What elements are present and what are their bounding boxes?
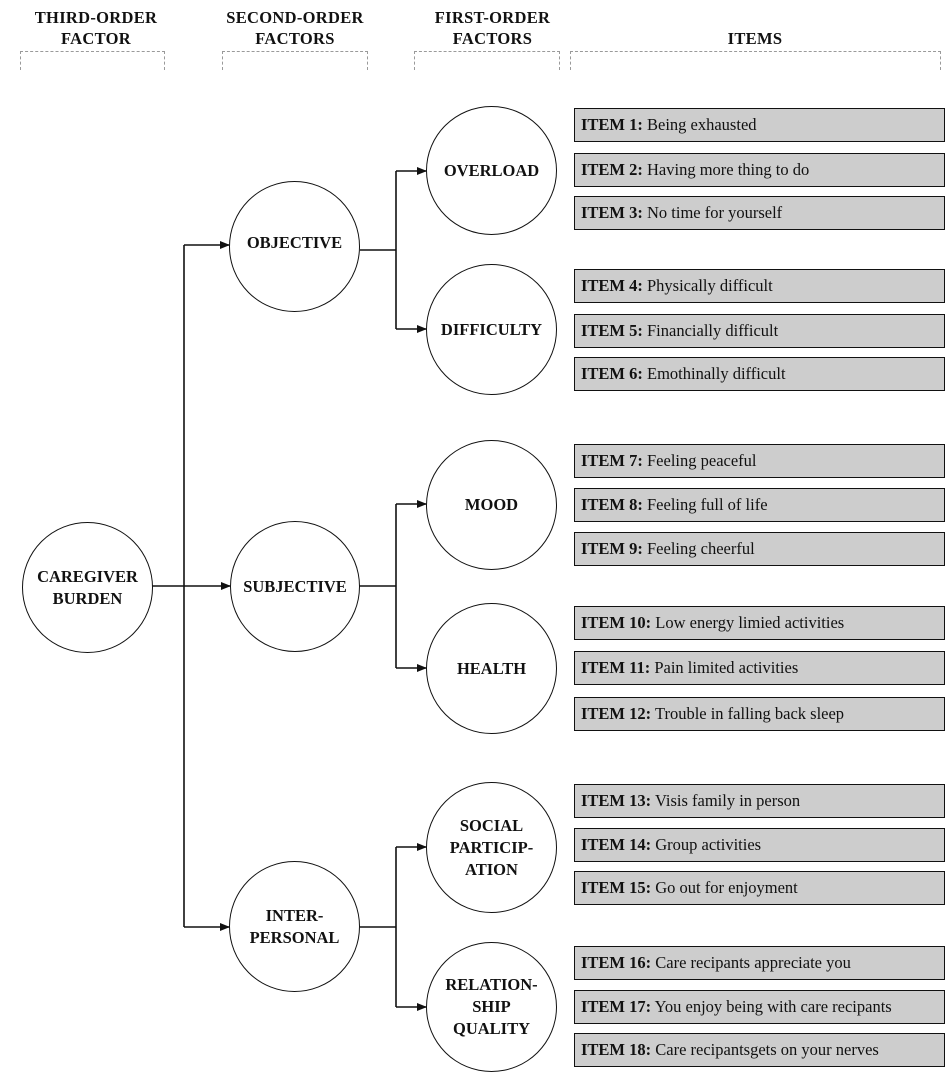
item-id: ITEM 17: — [581, 997, 652, 1016]
header-first-line1: FIRST-ORDER — [434, 8, 551, 27]
second-order-interpersonal — [229, 861, 360, 992]
third-order-label: CAREGIVER BURDEN — [37, 566, 138, 608]
item-id: ITEM 7: — [581, 451, 643, 470]
item-id: ITEM 11: — [581, 658, 651, 677]
header-first-line2: FACTORS — [452, 29, 533, 48]
item-id: ITEM 14: — [581, 835, 652, 854]
item-box — [574, 828, 945, 862]
item-id: ITEM 10: — [581, 613, 652, 632]
header-items — [570, 28, 940, 49]
item-box — [574, 1033, 945, 1067]
item-text: Care recipantsgets on your nerves — [651, 1040, 879, 1059]
item-text: Go out for enjoyment — [651, 878, 798, 897]
item-box — [574, 651, 945, 685]
first-order-overload — [426, 106, 557, 235]
header-third-line2: FACTOR — [61, 29, 131, 48]
item-box — [574, 269, 945, 303]
header-items-bracket — [570, 51, 941, 70]
item-text: Feeling full of life — [642, 495, 768, 514]
second-order-objective-label: OBJECTIVE — [246, 232, 343, 252]
item-box — [574, 314, 945, 348]
header-first-bracket — [414, 51, 560, 70]
header-first-order — [405, 7, 580, 49]
second-order-subjective-label: SUBJECTIVE — [243, 576, 347, 596]
third-order-caregiver-burden — [22, 522, 153, 653]
item-text: You enjoy being with care recipants — [651, 997, 892, 1016]
second-order-subjective — [230, 521, 360, 652]
item-text: Trouble in falling back sleep — [651, 704, 845, 723]
item-text: Financially difficult — [642, 321, 779, 340]
item-box — [574, 488, 945, 522]
item-text: Having more thing to do — [642, 160, 810, 179]
item-box — [574, 871, 945, 905]
item-text: Visis family in person — [651, 791, 801, 810]
first-order-mood — [426, 440, 557, 570]
second-order-objective — [229, 181, 360, 312]
first-order-health-label: HEALTH — [456, 658, 527, 678]
item-text: Low energy limied activities — [651, 613, 845, 632]
item-text: No time for yourself — [642, 203, 783, 222]
item-text: Group activities — [651, 835, 762, 854]
item-text: Physically difficult — [642, 276, 773, 295]
item-box — [574, 784, 945, 818]
item-box — [574, 606, 945, 640]
item-box — [574, 946, 945, 980]
item-text: Being exhausted — [642, 115, 757, 134]
item-id: ITEM 9: — [581, 539, 643, 558]
item-id: ITEM 2: — [581, 160, 643, 179]
item-id: ITEM 16: — [581, 953, 652, 972]
first-order-health — [426, 603, 557, 734]
item-id: ITEM 4: — [581, 276, 643, 295]
item-box — [574, 990, 945, 1024]
header-second-line1: SECOND-ORDER — [226, 8, 364, 27]
item-id: ITEM 15: — [581, 878, 652, 897]
item-text: Pain limited activities — [650, 658, 799, 677]
item-box — [574, 357, 945, 391]
header-second-bracket — [222, 51, 368, 70]
first-order-difficulty — [426, 264, 557, 395]
first-order-social-participation — [426, 782, 557, 913]
item-text: Emothinally difficult — [642, 364, 786, 383]
item-box — [574, 532, 945, 566]
item-box — [574, 444, 945, 478]
first-order-mood-label: MOOD — [464, 495, 519, 514]
second-order-interpersonal-label: INTER- PERSONAL — [249, 905, 340, 947]
first-order-difficulty-label: DIFFICULTY — [440, 319, 543, 339]
item-id: ITEM 8: — [581, 495, 643, 514]
item-text: Feeling peaceful — [642, 451, 757, 470]
item-id: ITEM 1: — [581, 115, 643, 134]
item-id: ITEM 3: — [581, 203, 643, 222]
header-third-line1: THIRD-ORDER — [34, 8, 158, 27]
item-box — [574, 697, 945, 731]
item-id: ITEM 5: — [581, 321, 643, 340]
item-text: Care recipants appreciate you — [651, 953, 851, 972]
item-id: ITEM 6: — [581, 364, 643, 383]
item-box — [574, 196, 945, 230]
header-second-order — [205, 7, 385, 49]
header-third-bracket — [20, 51, 165, 70]
header-second-line2: FACTORS — [255, 29, 335, 48]
first-order-social-participation-label: SOCIAL PARTICIP- ATION — [449, 815, 534, 879]
item-text: Feeling cheerful — [642, 539, 755, 558]
item-id: ITEM 12: — [581, 704, 652, 723]
item-box — [574, 108, 945, 142]
item-id: ITEM 18: — [581, 1040, 652, 1059]
item-box — [574, 153, 945, 187]
first-order-relationship-quality — [426, 942, 557, 1072]
first-order-overload-label: OVERLOAD — [443, 160, 540, 180]
first-order-relationship-quality-label: RELATION- SHIP QUALITY — [445, 975, 538, 1038]
item-id: ITEM 13: — [581, 791, 652, 810]
header-items-label: ITEMS — [727, 29, 783, 48]
header-third-order — [14, 7, 178, 49]
